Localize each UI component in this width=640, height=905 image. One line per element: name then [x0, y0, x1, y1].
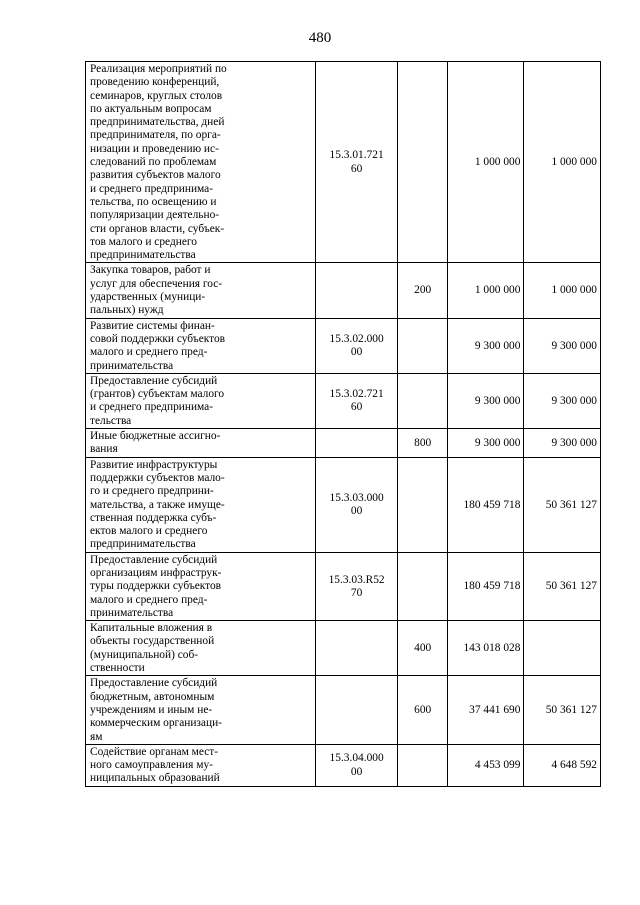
- table-row: [86, 62, 601, 263]
- row-name-cell: [86, 318, 316, 373]
- row-name-line: проведению конференций,: [90, 76, 220, 89]
- row-name-cell: [86, 621, 316, 676]
- row-name-line: тельства: [90, 414, 132, 427]
- page-number: 480: [308, 30, 332, 46]
- row-name-line: (муниципальной) соб-: [90, 648, 199, 661]
- row-code-line: 15.3.01.721: [329, 149, 384, 162]
- row-name-line: го и среднего предприни-: [90, 485, 214, 498]
- row-amount-1-cell: 180 459 718: [447, 457, 524, 552]
- row-name-line: семинаров, круглых столов: [90, 89, 223, 102]
- row-name-cell: [86, 457, 316, 552]
- row-amount-2-cell: 9 300 000: [524, 318, 601, 373]
- row-name-line: и среднего предпринима-: [90, 401, 214, 414]
- row-name-line: принимательства: [90, 359, 174, 372]
- row-name-line: предпринимательства: [90, 538, 196, 551]
- row-name-line: тельства, по освещению и: [90, 195, 217, 208]
- row-name-line: и среднего предпринима-: [90, 182, 214, 195]
- budget-table: [85, 61, 601, 787]
- row-code-cell: [315, 744, 397, 786]
- row-name-line: Содействие органам мест-: [90, 745, 219, 758]
- table-row: [86, 263, 601, 318]
- row-name-line: малого и среднего пред-: [90, 346, 208, 359]
- row-name-line: бюджетным, автономным: [90, 690, 215, 703]
- row-expense-type-cell: 600: [397, 676, 447, 744]
- row-amount-1-cell: 9 300 000: [447, 429, 524, 458]
- row-name-line: совой поддержки субъектов: [90, 332, 226, 345]
- table-row: [86, 744, 601, 786]
- table-row: [86, 373, 601, 428]
- row-name-line: следований по проблемам: [90, 156, 217, 169]
- row-amount-2-cell: 1 000 000: [524, 263, 601, 318]
- row-code-line: 60: [350, 401, 363, 414]
- table-row: [86, 457, 601, 552]
- row-name-line: коммерческим организаци-: [90, 717, 222, 730]
- row-expense-type-cell: 400: [397, 621, 447, 676]
- row-name-line: вания: [90, 443, 118, 456]
- row-code-line: 00: [350, 505, 363, 518]
- row-expense-type-cell: [397, 457, 447, 552]
- row-amount-2-cell: 9 300 000: [524, 429, 601, 458]
- row-name-line: Капитальные вложения в: [90, 622, 213, 635]
- row-name-line: туры поддержки субъектов: [90, 580, 222, 593]
- row-name-line: учреждениям и иным не-: [90, 703, 213, 716]
- row-expense-type-cell: 200: [397, 263, 447, 318]
- row-name-line: ственности: [90, 662, 145, 675]
- row-amount-1-cell: 1 000 000: [447, 62, 524, 263]
- row-expense-type-cell: [397, 318, 447, 373]
- row-name-line: малого и среднего пред-: [90, 593, 208, 606]
- row-name-line: развития субъектов малого: [90, 169, 221, 182]
- row-code-cell: [315, 621, 397, 676]
- row-code-cell: [315, 552, 397, 620]
- row-code-cell: [315, 318, 397, 373]
- row-code-line: 15.3.04.000: [329, 752, 384, 765]
- row-name-line: организациям инфраструк-: [90, 566, 222, 579]
- row-name-line: принимательства: [90, 606, 174, 619]
- row-code-line: 15.3.02.721: [329, 388, 384, 401]
- row-amount-2-cell: 4 648 592: [524, 744, 601, 786]
- row-amount-2-cell: 9 300 000: [524, 373, 601, 428]
- row-amount-1-cell: 37 441 690: [447, 676, 524, 744]
- row-expense-type-cell: [397, 744, 447, 786]
- row-name-line: ниципальных образований: [90, 772, 220, 785]
- row-expense-type-cell: [397, 62, 447, 263]
- row-name-line: (грантов) субъектам малого: [90, 388, 225, 401]
- row-code-line: 15.3.02.000: [329, 332, 384, 345]
- row-code-cell: [315, 429, 397, 458]
- row-name-line: ям: [90, 730, 103, 743]
- row-name-line: ственная поддержка субъ-: [90, 511, 217, 524]
- row-code-cell: [315, 457, 397, 552]
- row-name-line: Иные бюджетные ассигно-: [90, 430, 221, 443]
- row-name-line: пальных) нужд: [90, 304, 164, 317]
- row-code-line: 00: [350, 346, 363, 359]
- table-row: [86, 621, 601, 676]
- row-name-line: объекты государственной: [90, 635, 215, 648]
- row-amount-1-cell: 4 453 099: [447, 744, 524, 786]
- row-name-line: ектов малого и среднего: [90, 525, 208, 538]
- table-row: [86, 676, 601, 744]
- row-name-line: Предоставление субсидий: [90, 553, 218, 566]
- row-amount-1-cell: 180 459 718: [447, 552, 524, 620]
- row-name-line: предпринимательства: [90, 249, 196, 262]
- row-name-line: тов малого и среднего: [90, 235, 197, 248]
- row-code-line: 15.3.03.R52: [328, 573, 385, 586]
- row-name-cell: [86, 429, 316, 458]
- row-code-cell: [315, 676, 397, 744]
- row-name-line: Развитие инфраструктуры: [90, 458, 218, 471]
- row-name-cell: [86, 744, 316, 786]
- row-name-line: услуг для обеспечения гос-: [90, 277, 223, 290]
- row-name-line: ударственных (муници-: [90, 291, 206, 304]
- row-name-cell: [86, 373, 316, 428]
- row-amount-2-cell: 50 361 127: [524, 457, 601, 552]
- row-code-cell: [315, 373, 397, 428]
- row-name-line: сти органов власти, субъек-: [90, 222, 225, 235]
- row-code-line: 60: [350, 162, 363, 175]
- row-name-line: предпринимательства, дней: [90, 116, 225, 129]
- row-code-line: 15.3.03.000: [329, 491, 384, 504]
- row-name-line: поддержки субъектов мало-: [90, 471, 225, 484]
- row-code-cell: [315, 263, 397, 318]
- row-name-line: Предоставление субсидий: [90, 374, 218, 387]
- row-code-line: 00: [350, 765, 363, 778]
- row-name-line: Реализация мероприятий по: [90, 63, 227, 75]
- row-expense-type-cell: [397, 552, 447, 620]
- row-code-line: 70: [350, 586, 363, 599]
- row-name-cell: [86, 263, 316, 318]
- row-name-cell: [86, 62, 316, 263]
- row-expense-type-cell: 800: [397, 429, 447, 458]
- row-amount-1-cell: 1 000 000: [447, 263, 524, 318]
- row-name-line: ного самоуправления му-: [90, 759, 213, 772]
- row-name-line: Развитие системы финан-: [90, 319, 215, 332]
- row-name-line: Предоставление субсидий: [90, 677, 218, 690]
- table-row: [86, 552, 601, 620]
- row-name-line: Закупка товаров, работ и: [90, 264, 211, 277]
- table-row: [86, 318, 601, 373]
- row-code-cell: [315, 62, 397, 263]
- row-name-cell: [86, 676, 316, 744]
- row-amount-2-cell: 50 361 127: [524, 676, 601, 744]
- row-amount-1-cell: 9 300 000: [447, 373, 524, 428]
- row-name-line: предпринимателя, по орга-: [90, 129, 221, 142]
- row-name-line: популяризации деятельно-: [90, 209, 220, 222]
- row-name-cell: [86, 552, 316, 620]
- row-name-line: низации и проведению ис-: [90, 142, 219, 155]
- row-name-line: мательства, а также имуще-: [90, 498, 225, 511]
- row-expense-type-cell: [397, 373, 447, 428]
- row-amount-1-cell: 143 018 028: [447, 621, 524, 676]
- row-amount-2-cell: 50 361 127: [524, 552, 601, 620]
- table-row: [86, 429, 601, 458]
- row-name-line: по актуальным вопросам: [90, 102, 212, 115]
- row-amount-2-cell: 1 000 000: [524, 62, 601, 263]
- row-amount-2-cell: [524, 621, 601, 676]
- row-amount-1-cell: 9 300 000: [447, 318, 524, 373]
